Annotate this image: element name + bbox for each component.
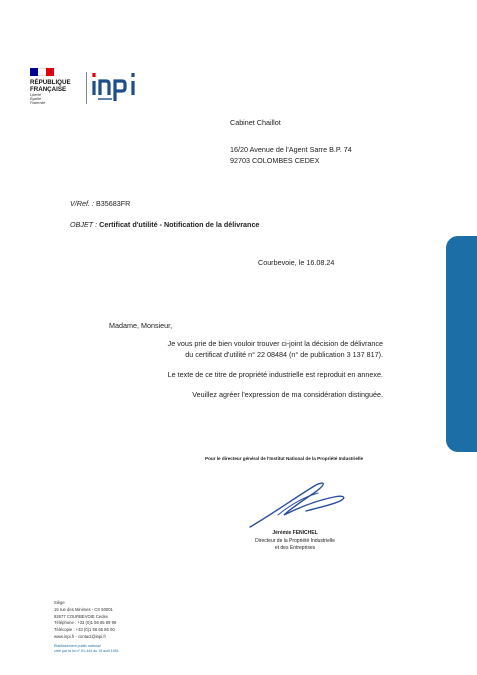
reference-label: V/Ref. : [70, 199, 94, 208]
recipient-address-line2: 92703 COLOMBES CEDEX [230, 156, 320, 165]
motto-liberte: Liberté [30, 93, 41, 97]
republique-motto [30, 94, 45, 106]
recipient-name: Cabinet Chaillot [230, 118, 281, 127]
footer-web: www.inpi.fr - contact@inpi.fr [54, 633, 106, 639]
date-line: Courbevoie, le 16.08.24 [258, 258, 335, 267]
footer-label: Siège [54, 600, 65, 605]
francaise-line: FRANÇAISE [30, 86, 67, 93]
footer-address2: 92677 COURBEVOIE Cedex [54, 613, 108, 619]
footer-fax: Télécopie : +33 (0)1 56 65 86 00 [54, 627, 115, 633]
footer-address1: 15 rue des Minimes - CS 50001 [54, 606, 113, 612]
footer-note-line1: Établissement public national [54, 643, 101, 648]
side-accent-tab [446, 236, 477, 452]
motto-fraternite: Fraternité [30, 100, 46, 105]
logo-divider [86, 72, 87, 104]
footer-phone: Téléphone : +33 (0)1 56 65 89 98 [54, 620, 117, 626]
signer-title-line1: Directeur de la Propriété Industrielle [255, 537, 335, 544]
body-paragraph1-line2: du certificat d'utilité n° 22 08484 (n° de publication 3 137 817). [185, 350, 383, 359]
motto-egalite: Égalité [30, 96, 41, 101]
footer [54, 600, 119, 654]
reference-line [70, 199, 130, 208]
reference-value: B35683FR [95, 199, 131, 208]
subject-label: OBJET : [70, 220, 98, 229]
signature-intro: Pour le directeur général de l'Institut National de la Propriété Industrielle [205, 456, 364, 461]
salutation: Madame, Monsieur, [109, 321, 173, 330]
republique-line: RÉPUBLIQUE [30, 79, 71, 86]
signer-title-line2: et des Entreprises [274, 545, 316, 551]
handwritten-signature [244, 475, 354, 531]
body-paragraph2: Le texte de ce titre de propriété industrielle est reproduit en annexe. [167, 370, 383, 379]
signer-block [240, 530, 350, 553]
republique-francaise-flag [30, 68, 54, 76]
subject-line [70, 220, 259, 229]
footer-note-line2: créé par la loi n° 51-444 du 19 avril 1951 [54, 648, 119, 653]
inpi-logo [90, 69, 142, 105]
subject-text: Certificat d'utilité - Notification de la délivrance [99, 220, 260, 229]
recipient-address-line1: 16/20 Avenue de l'Agent Sarre B.P. 74 [230, 145, 352, 154]
body-paragraph3: Veuillez agréer l'expression de ma considération distinguée. [192, 390, 383, 399]
republique-francaise-logo-text [30, 79, 71, 93]
signer-name: Jérémie FENICHEL [272, 530, 318, 536]
body-paragraph1-line1: Je vous prie de bien vouloir trouver ci-joint la décision de délivrance [167, 339, 383, 348]
